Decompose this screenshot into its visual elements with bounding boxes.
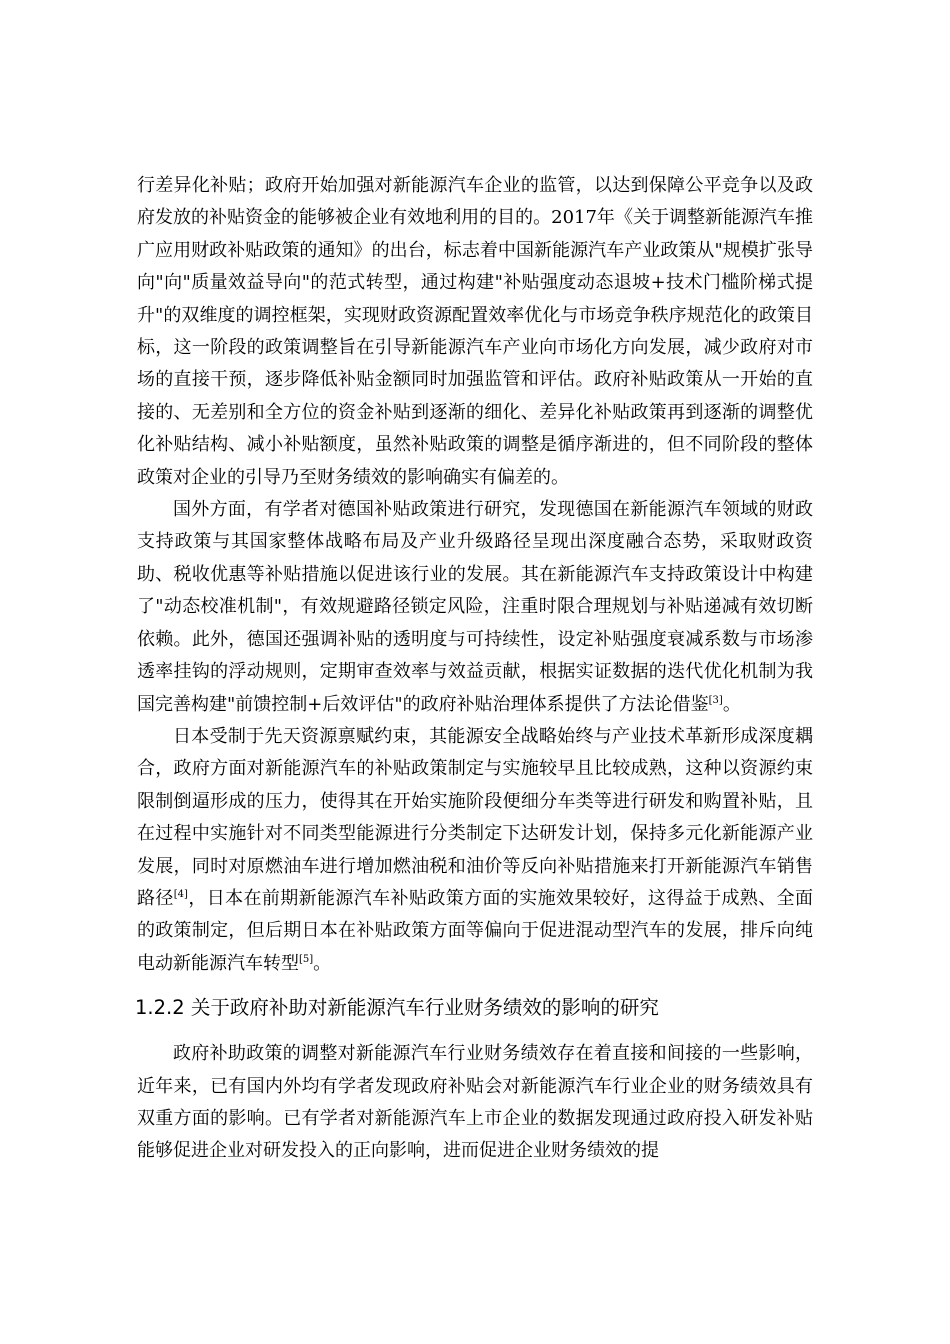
paragraph-p1 bbox=[137, 170, 813, 494]
section-paragraph: 政府补助政策的调整对新能源汽车行业财务绩效存在着直接和间接的一些影响，近年来，已有国内外均有学者发现政府补贴会对新能源汽车行业企业的财务绩效具有双重方面的影响。已有学者对新能源汽车上市企业的数据发现通过政府投入研发补贴能够促进企业对研发投入的正向影响，进而促进企业财务绩效的提 bbox=[137, 1043, 813, 1162]
paragraph-p2 bbox=[137, 494, 813, 721]
paragraph-text: 行差异化补贴；政府开始加强对新能源汽车企业的监管，以达到保障公平竞争以及政府发放的补贴资金的能够被企业有效地利用的目的。2017年《关于调整新能源汽车推广应用财政补贴政策的通知》的出台，标志着中国新能源汽车产业政策从"规模扩张导向"向"质量效益导向"的范式转型，通过构建"补贴强度动态退坡+技术门槛阶梯式提升"的双维度的调控框架，实现财政资源配置效率优化与市场竞争秩序规范化的政策目标，这一阶段的政策调整旨在引导新能源汽车产业向市场化方向发展，减少政府对市场的直接干预，逐步降低补贴金额同时加强监管和评估。政府补贴政策从一开始的直接的、无差别和全方位的资金补贴到逐渐的细化、差异化补贴政策再到逐渐的调整优化补贴结构、减小补贴额度，虽然补贴政策的调整是循序渐进的，但不同阶段的整体政策对企业的引导乃至财务绩效的影响确实有偏差的。 bbox=[137, 175, 813, 488]
citation-ref: [3] bbox=[708, 694, 723, 706]
citation-ref: [4] bbox=[173, 888, 188, 900]
citation-ref: [5] bbox=[299, 953, 314, 965]
paragraph-text: 。 bbox=[313, 952, 332, 974]
section-heading: 1.2.2 关于政府补助对新能源汽车行业财务绩效的影响的研究 bbox=[135, 996, 659, 1020]
paragraph-text: 日本受制于先天资源禀赋约束，其能源安全战略始终与产业技术革新形成深度耦合，政府方面对新能源汽车的补贴政策制定与实施较早且比较成熟，这种以资源约束限制倒逼形成的压力，使得其在开始实施阶段便细分车类等进行研发和购置补贴，且在过程中实施针对不同类型能源进行分类制定下达研发计划，保持多元化新能源产业发展，同时对原燃油车进行增加燃油税和油价等反向补贴措施来打开新能源汽车销售路径 bbox=[137, 725, 813, 909]
document-page bbox=[137, 170, 813, 1168]
paragraph-text: 国外方面，有学者对德国补贴政策进行研究，发现德国在新能源汽车领域的财政支持政策与其国家整体战略布局及产业升级路径呈现出深度融合态势，采取财政资助、税收优惠等补贴措施以促进该行业的发展。其在新能源汽车支持政策设计中构建了"动态校准机制"，有效规避路径锁定风险，注重时限合理规划与补贴递减有效切断依赖。此外，德国还强调补贴的透明度与可持续性，设定补贴强度衰减系数与市场渗透率挂钩的浮动规则，定期审查效率与效益贡献，根据实证数据的迭代优化机制为我国完善构建"前馈控制+后效评估"的政府补贴治理体系提供了方法论借鉴 bbox=[137, 499, 813, 715]
paragraph-p3 bbox=[137, 721, 813, 980]
paragraph-text: ，日本在前期新能源汽车补贴政策方面的实施效果较好，这得益于成熟、全面的政策制定，但后期日本在补贴政策方面等偏向于促进混动型汽车的发展，排斥向纯电动新能源汽车转型 bbox=[137, 887, 814, 974]
paragraph-text: 。 bbox=[722, 693, 741, 715]
body-paragraphs bbox=[137, 170, 813, 980]
